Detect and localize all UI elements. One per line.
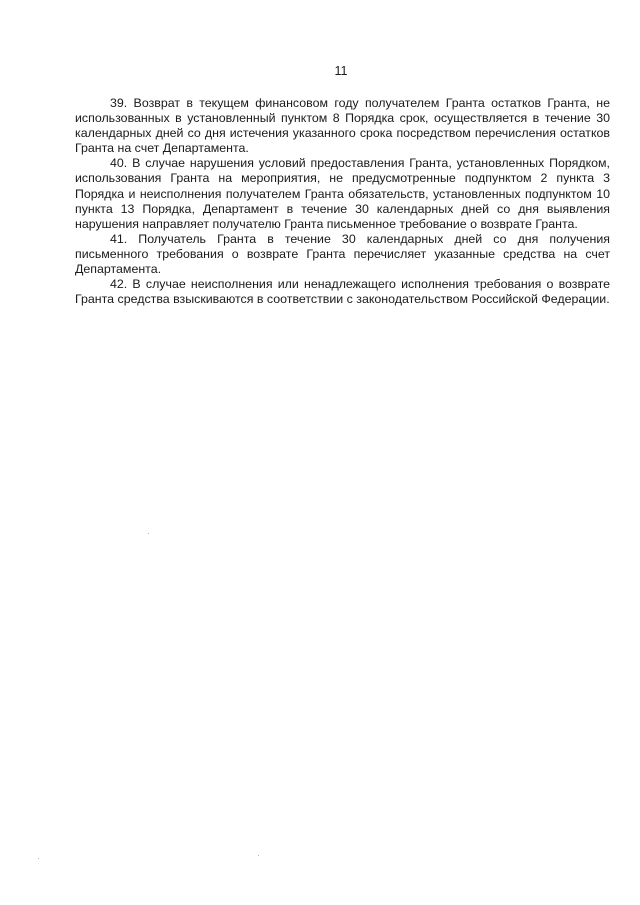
scan-speck — [148, 533, 149, 534]
page-number: 11 — [334, 64, 348, 78]
scan-speck — [258, 855, 259, 856]
paragraph-39: 39. Возврат в текущем финансовом году получателем Гранта остатков Гранта, не использованных в установленный пунктом 8 Порядка срок, осуществляется в течение 30 календарных дней со дня истечения указанного срока посредством перечисления остатков Гранта на счет Департамента. — [75, 96, 610, 156]
scan-speck — [38, 858, 39, 859]
paragraph-40: 40. В случае нарушения условий предоставления Гранта, установленных Порядком, использования Гранта на мероприятия, не предусмотренные подпунктом 2 пункта 3 Порядка и неисполнения получателем Гранта обязательств, установленных подпунктом 10 пункта 13 Порядка, Департамент в течение 30 календарных дней со дня выявления нарушения направляет получателю Гранта письменное требование о возврате Гранта. — [75, 156, 610, 231]
paragraph-41: 41. Получатель Гранта в течение 30 календарных дней со дня получения письменного требования о возврате Гранта перечисляет указанные средства на счет Департамента. — [75, 231, 610, 277]
document-body — [75, 96, 610, 307]
paragraph-42: 42. В случае неисполнения или ненадлежащего исполнения требования о возврате Гранта средства взыскиваются в соответствии с законодательством Российской Федерации. — [75, 277, 610, 307]
